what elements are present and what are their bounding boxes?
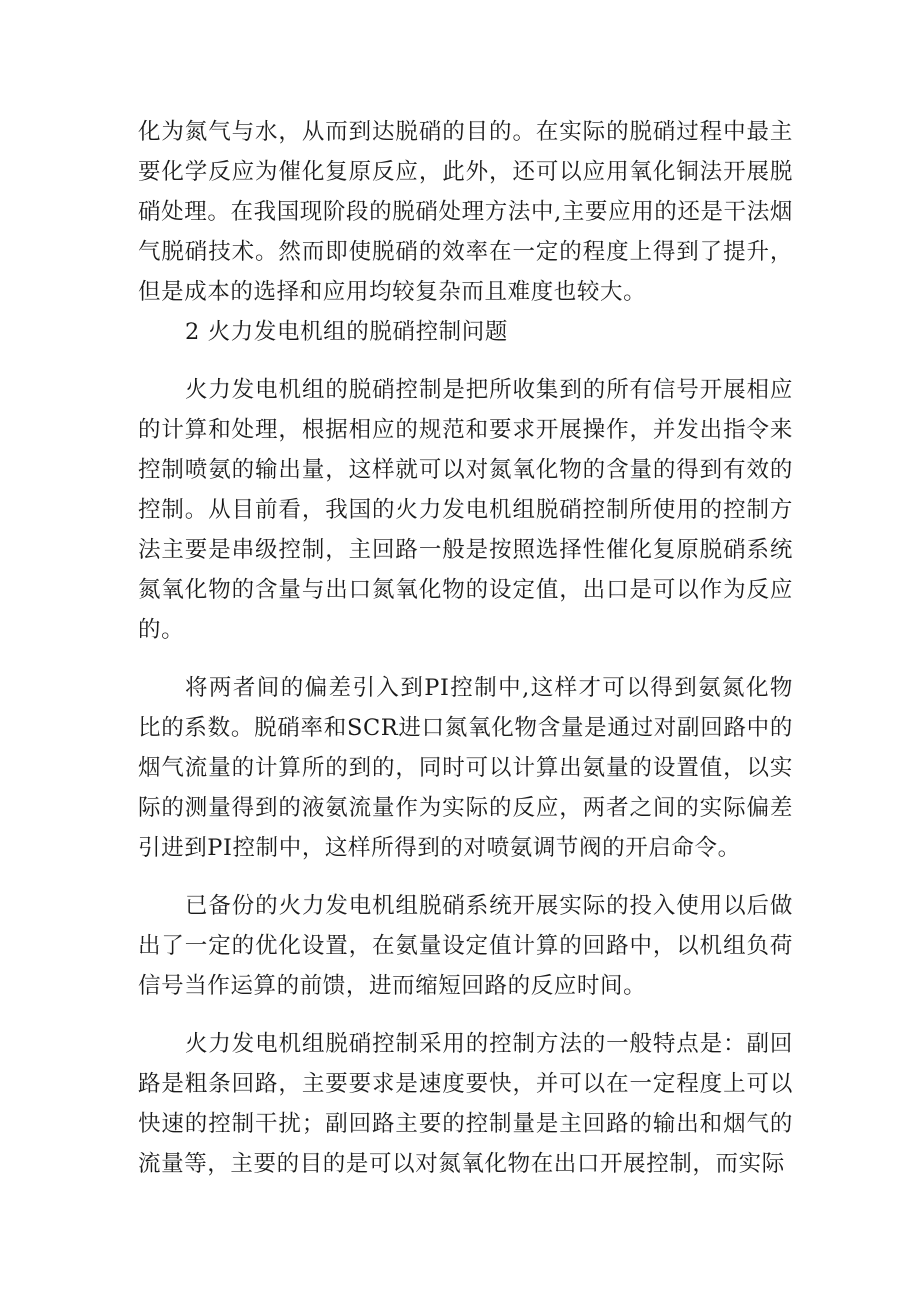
section-heading: 2 火力发电机组的脱硝控制问题 bbox=[185, 319, 508, 345]
paragraph-3: 将两者间的偏差引入到PI控制中,这样才可以得到氨氮化物比的系数。脱硝率和SCR进口氮氧化物含量是通过对副回路中的烟气流量的计算所的到的，同时可以计算出氨量的设置值，以实际的测量得到的液氨流量作为实际的反应，两者之间的实际偏差引进到PI控制中，这样所得到的对喷氨调节阀的开启命令。 bbox=[138, 675, 793, 861]
paragraph-1: 化为氮气与水，从而到达脱硝的目的。在实际的脱硝过程中最主要化学反应为催化复原反应，此外，还可以应用氧化铜法开展脱硝处理。在我国现阶段的脱硝处理方法中,主要应用的还是干法烟气脱硝技术。然而即使脱硝的效率在一定的程度上得到了提升，但是成本的选择和应用均较复杂而且难度也较大。 bbox=[138, 119, 793, 305]
paragraph-4: 已备份的火力发电机组脱硝系统开展实际的投入使用以后做出了一定的优化设置，在氨量设定值计算的回路中，以机组负荷信号当作运算的前馈，进而缩短回路的反应时间。 bbox=[138, 893, 793, 999]
paragraph-2: 火力发电机组的脱硝控制是把所收集到的所有信号开展相应的计算和处理，根据相应的规范和要求开展操作，并发出指令来控制喷氨的输出量，这样就可以对氮氧化物的含量的得到有效的控制。从目前看，我国的火力发电机组脱硝控制所使用的控制方法主要是串级控制，主回路一般是按照选择性催化复原脱硝系统氮氧化物的含量与出口氮氧化物的设定值，出口是可以作为反应的。 bbox=[138, 377, 793, 643]
document-page bbox=[138, 112, 793, 1184]
paragraph-5: 火力发电机组脱硝控制采用的控制方法的一般特点是：副回路是粗条回路，主要要求是速度要快，并可以在一定程度上可以快速的控制干扰；副回路主要的控制量是主回路的输出和烟气的流量等，主要的目的是可以对氮氧化物在出口开展控制，而实际 bbox=[138, 1031, 793, 1177]
